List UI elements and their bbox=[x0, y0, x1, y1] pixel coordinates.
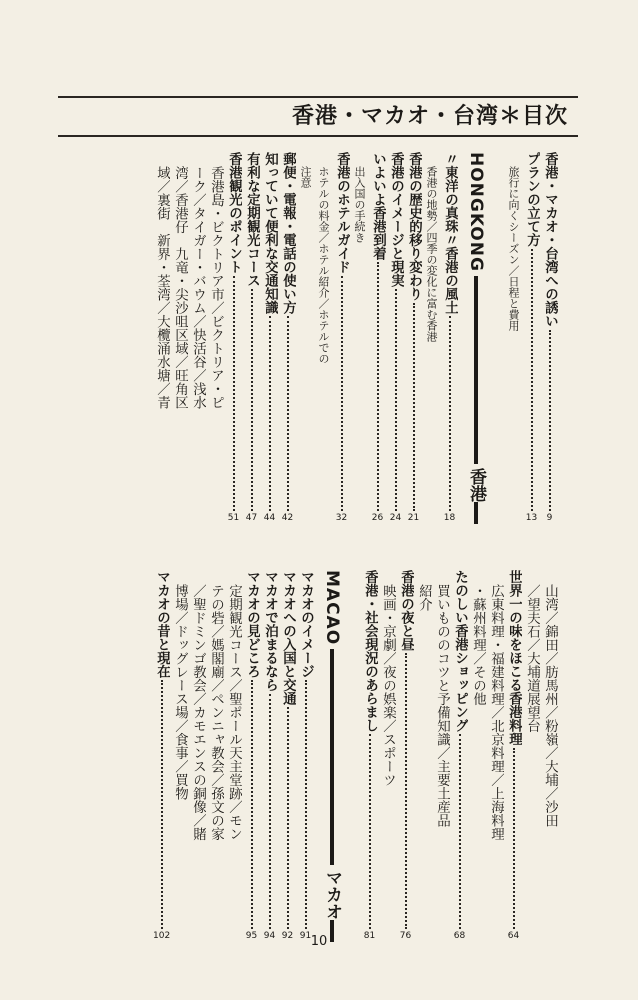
toc-entry[interactable] bbox=[243, 152, 260, 524]
toc-subentry-text: 出入国の手続き bbox=[353, 166, 366, 243]
toc-entry-title: 香港・マカオ・台湾への誘い bbox=[542, 152, 558, 328]
toc-leader bbox=[531, 249, 533, 512]
toc-subentry-text: ／望夫石／大埔道展望台 bbox=[524, 584, 540, 733]
toc-entry[interactable] bbox=[279, 152, 296, 524]
toc-entry[interactable] bbox=[441, 152, 458, 524]
toc-entry[interactable] bbox=[261, 570, 278, 942]
toc-entry-title: マカオの見どころ bbox=[244, 570, 260, 678]
toc-leader bbox=[459, 734, 461, 929]
toc-leader bbox=[513, 748, 515, 930]
toc-entry[interactable] bbox=[261, 152, 278, 524]
toc-subentry bbox=[423, 152, 440, 524]
toc-entry[interactable] bbox=[541, 152, 558, 524]
toc-subentry bbox=[523, 570, 540, 942]
toc-leader bbox=[251, 680, 253, 929]
toc-entry-title: 香港の夜と昼 bbox=[398, 570, 414, 651]
section-heading-hongkong bbox=[464, 152, 488, 524]
toc-subentry-text: 湾／香港仔 九竜・尖沙咀区域／旺角区 bbox=[172, 166, 188, 409]
toc-subentry bbox=[433, 570, 450, 942]
toc-leader bbox=[413, 303, 415, 512]
toc-entry[interactable] bbox=[225, 152, 242, 524]
toc-subentry-text: 紹介 bbox=[416, 584, 432, 611]
toc-entry-title: 香港の歴史的移り変わり bbox=[406, 152, 422, 301]
toc-entry-page: 42 bbox=[281, 513, 294, 523]
toc-subentry-text: 山湾／錦田／肪馬州／粉嶺／大埔／沙田 bbox=[542, 584, 558, 827]
toc-entry-title: マカオの昔と現在 bbox=[154, 570, 170, 678]
toc-entry-page: 95 bbox=[245, 931, 258, 941]
page-number: 10 bbox=[310, 934, 328, 949]
toc-subentry bbox=[207, 152, 224, 524]
toc-entry[interactable] bbox=[397, 570, 414, 942]
section-title-en: MACAO bbox=[322, 570, 342, 646]
toc-entry-page: 94 bbox=[263, 931, 276, 941]
section-title-ja: マカオ bbox=[322, 869, 342, 920]
toc-leader bbox=[269, 694, 271, 930]
toc-subentry bbox=[153, 152, 170, 524]
toc-leader bbox=[449, 316, 451, 511]
toc-subentry-text: 域／裏街 新界・荃湾／大欖涌水塘／青 bbox=[154, 166, 170, 409]
toc-subentry bbox=[415, 570, 432, 942]
section-bar bbox=[474, 276, 478, 464]
toc-entry[interactable] bbox=[405, 152, 422, 524]
toc-subentry bbox=[297, 152, 314, 524]
toc-subentry bbox=[541, 570, 558, 942]
page-title: 香港・マカオ・台湾＊目次 bbox=[291, 103, 568, 129]
toc-subentry-text: 買いもののコツと予備知識／主要土産品 bbox=[434, 584, 450, 827]
toc-leader bbox=[549, 330, 551, 512]
toc-entry[interactable] bbox=[451, 570, 468, 942]
toc-subentry-text: ／聖ドミンゴ教会／カモエンスの銅像／賭 bbox=[190, 584, 206, 841]
header-rule-bottom bbox=[58, 135, 578, 137]
toc-entry-page: 26 bbox=[371, 513, 384, 523]
toc-entry[interactable] bbox=[333, 152, 350, 524]
toc-subentry-text: 注意 bbox=[299, 166, 312, 188]
toc-entry-page: 76 bbox=[399, 931, 412, 941]
toc-entry-page: 32 bbox=[335, 513, 348, 523]
section-title-ja: 香港 bbox=[466, 468, 486, 502]
toc-entry-title: 香港のイメージと現実 bbox=[388, 152, 404, 287]
toc-subentry-text: ・蘇州料理／その他 bbox=[470, 584, 486, 706]
toc-entry[interactable] bbox=[153, 570, 170, 942]
toc-entry[interactable] bbox=[523, 152, 540, 524]
toc-subentry bbox=[225, 570, 242, 942]
toc-leader bbox=[395, 289, 397, 511]
toc-subentry-text: ホテルの料金／ホテル紹介／ホテルでの bbox=[317, 166, 330, 364]
toc-subentry-text: テの砦／媽閣廟／ペンニャ教会／孫文の家 bbox=[208, 584, 224, 841]
toc-entry-page: 13 bbox=[525, 513, 538, 523]
toc-entry-page: 44 bbox=[263, 513, 276, 523]
toc-entry-title: いよいよ香港到着 bbox=[370, 152, 386, 260]
toc-subentry bbox=[315, 152, 332, 524]
toc-entry[interactable] bbox=[369, 152, 386, 524]
toc-entry-title: プランの立て方 bbox=[524, 152, 540, 247]
toc-subentry-text: 広東料理・福建料理／北京料理／上海料理 bbox=[488, 584, 504, 841]
toc-entry-page: 92 bbox=[281, 931, 294, 941]
toc-entry[interactable] bbox=[297, 570, 314, 942]
toc-subentry-text: 博場／ドッグレース場／食事／買物 bbox=[172, 584, 188, 800]
toc-subentry bbox=[469, 570, 486, 942]
toc-entry-title: 有利な定期観光コース bbox=[244, 152, 260, 287]
toc-subentry bbox=[379, 570, 396, 942]
toc-subentry-text: 定期観光コース／聖ポール天主堂跡／モン bbox=[226, 584, 242, 841]
toc-subentry bbox=[487, 570, 504, 942]
toc-entry-title: 香港のホテルガイド bbox=[334, 152, 350, 274]
toc-subentry bbox=[171, 152, 188, 524]
toc-subentry-text: 映画・京劇／夜の娯楽／スポーツ bbox=[380, 584, 396, 787]
toc-subentry-text: 香港の地勢／四季の変化に富む香港 bbox=[425, 166, 438, 342]
toc-entry-title: 世界一の味をほこる香港料理 bbox=[506, 570, 522, 746]
toc-leader bbox=[287, 316, 289, 511]
toc-subentry bbox=[189, 570, 206, 942]
toc-entry-page: 18 bbox=[443, 513, 456, 523]
toc-leader bbox=[377, 262, 379, 511]
toc-entry-page: 81 bbox=[363, 931, 376, 941]
toc-leader bbox=[269, 316, 271, 511]
toc-leader bbox=[287, 707, 289, 929]
toc-entry-page: 68 bbox=[453, 931, 466, 941]
toc-entry-page: 64 bbox=[507, 931, 520, 941]
toc-subentry bbox=[189, 152, 206, 524]
toc-leader bbox=[305, 680, 307, 929]
section-title-en: HONGKONG bbox=[466, 152, 486, 272]
toc-entry[interactable] bbox=[243, 570, 260, 942]
toc-subentry bbox=[351, 152, 368, 524]
toc-leader bbox=[405, 653, 407, 929]
toc-entry[interactable] bbox=[505, 570, 522, 942]
toc-entry-title: 香港・社会現況のあらまし bbox=[362, 570, 378, 732]
section-bar bbox=[330, 649, 334, 865]
section-heading-macao bbox=[320, 570, 344, 942]
toc-subentry-text: 香港島・ビクトリア市／ビクトリア・ピ bbox=[208, 166, 224, 409]
toc-entry-title: 知っていて便利な交通知識 bbox=[262, 152, 278, 314]
section-bar-end bbox=[474, 502, 478, 524]
toc-subentry bbox=[207, 570, 224, 942]
toc-entry-page: 9 bbox=[546, 513, 553, 523]
toc-leader bbox=[341, 276, 343, 512]
toc-entry-title: マカオのイメージ bbox=[298, 570, 314, 678]
toc-leader bbox=[369, 734, 371, 929]
toc-entry-page: 24 bbox=[389, 513, 402, 523]
toc-entry[interactable] bbox=[387, 152, 404, 524]
toc-entry-title: 郵便・電報・電話の使い方 bbox=[280, 152, 296, 314]
toc-entry-page: 21 bbox=[407, 513, 420, 523]
toc-leader bbox=[251, 289, 253, 511]
header-rule-top bbox=[58, 96, 578, 98]
toc-subentry bbox=[505, 152, 522, 524]
toc-entry[interactable] bbox=[361, 570, 378, 942]
toc-entry-page: 91 bbox=[299, 931, 312, 941]
toc-leader bbox=[161, 680, 163, 929]
toc-subentry-text: ーク／タイガー・バウム／快活谷／浅水 bbox=[190, 166, 206, 409]
toc-entry-title: 香港観光のポイント bbox=[226, 152, 242, 274]
toc-entry[interactable] bbox=[279, 570, 296, 942]
toc-entry-page: 47 bbox=[245, 513, 258, 523]
toc-entry-title: マカオへの入国と交通 bbox=[280, 570, 296, 705]
toc-entry-page: 102 bbox=[153, 931, 170, 941]
toc-entry-title: 〃東洋の真珠〃香港の風土 bbox=[442, 152, 458, 314]
toc-entry-title: マカオで泊まるなら bbox=[262, 570, 278, 692]
toc-entry-title: たのしい香港ショッピング bbox=[452, 570, 468, 732]
toc-leader bbox=[233, 276, 235, 512]
toc-block-hongkong bbox=[58, 152, 558, 524]
toc-block-macao bbox=[58, 570, 558, 942]
toc-subentry bbox=[171, 570, 188, 942]
toc-entry-page: 51 bbox=[227, 513, 240, 523]
toc-subentry-text: 旅行に向くシーズン／日程と費用 bbox=[507, 166, 520, 331]
